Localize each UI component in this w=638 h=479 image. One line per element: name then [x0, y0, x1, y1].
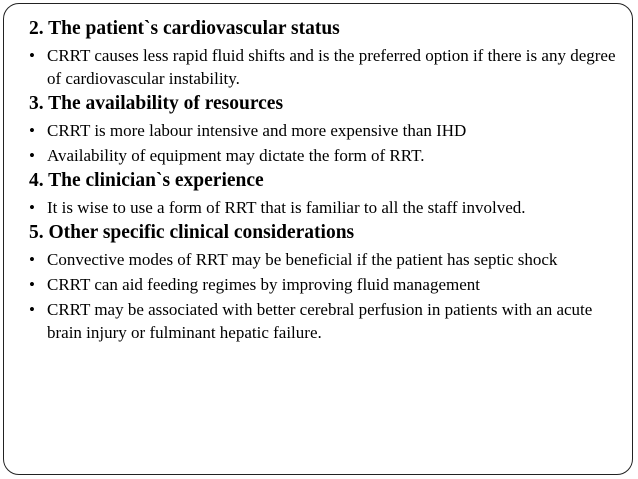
bullet-text: It is wise to use a form of RRT that is familiar to all the staff involved. [47, 198, 526, 217]
bullet-marker: • [29, 46, 35, 65]
bullet-item [29, 248, 625, 271]
section-heading: 3. The availability of resources [29, 93, 284, 114]
bullet-text: Availability of equipment may dictate the form of RRT. [47, 146, 425, 165]
bullet-item [29, 44, 625, 90]
bullet-text: CRRT causes less rapid fluid shifts and is the preferred option if there is any degree of cardiovascular instability. [47, 46, 616, 88]
bullet-item [29, 273, 625, 296]
bullet-marker: • [29, 146, 35, 165]
bullet-text: CRRT is more labour intensive and more expensive than IHD [47, 121, 467, 140]
section-availability-of-resources [29, 91, 625, 167]
bullet-marker: • [29, 300, 35, 319]
section-cardiovascular-status [29, 16, 625, 90]
bullet-text: CRRT can aid feeding regimes by improving fluid management [47, 275, 481, 294]
bullet-item [29, 298, 625, 344]
bullet-text: CRRT may be associated with better cerebral perfusion in patients with an acute brain injury or fulminant hepatic failure. [47, 300, 593, 342]
bullet-item [29, 196, 625, 219]
section-clinician-experience [29, 168, 625, 219]
section-other-clinical-considerations [29, 220, 625, 344]
bullet-marker: • [29, 275, 35, 294]
bullet-marker: • [29, 250, 35, 269]
bullet-marker: • [29, 198, 35, 217]
bullet-item [29, 144, 625, 167]
slide-content [29, 16, 625, 344]
section-heading: 4. The clinician`s experience [29, 170, 264, 191]
bullet-item [29, 119, 625, 142]
section-heading: 2. The patient`s cardiovascular status [29, 18, 340, 39]
bullet-marker: • [29, 121, 35, 140]
section-heading: 5. Other specific clinical considerations [29, 222, 355, 243]
bullet-text: Convective modes of RRT may be beneficial if the patient has septic shock [47, 250, 558, 269]
